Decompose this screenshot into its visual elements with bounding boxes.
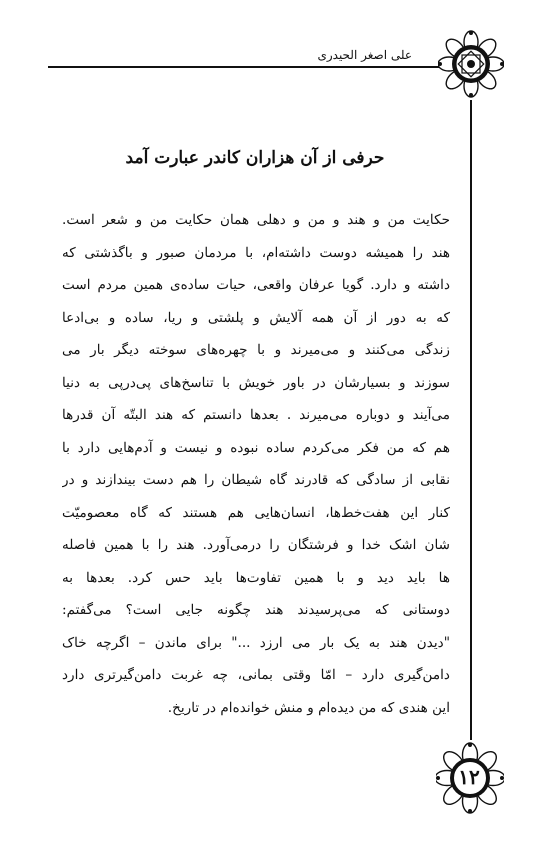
rosette-ornament-top xyxy=(438,28,504,100)
body-line: دامن‌گیری دارد – امّا وقتی بمانی، چه غربت دامن‌گیرتری دارد xyxy=(62,667,450,683)
body-line: زندگی می‌کنند و می‌میرند و با چهره‌های سوخته دیگر بار می xyxy=(62,342,450,358)
body-line: که به دور از آن همه آلایش و پلشتی و ریا، ساده و بی‌ادعا xyxy=(62,309,450,326)
body-text xyxy=(62,204,450,724)
body-line: ها باید دید و با همین تفاوت‌ها باید حس کرد. بعدها به xyxy=(62,569,450,586)
running-header-author: علی اصغر الحیدری xyxy=(317,48,412,62)
body-line: نقابی از سادگی که قادرند گاه شیطان را هم دست بیندازند و در xyxy=(62,472,450,488)
body-line: کنار این هفت‌خط‌ها، انسان‌هایی هم هستند که گاه معصومیّت xyxy=(62,504,450,521)
body-line: حکایت من و هند و من و دهلی همان حکایت من و شعر است. xyxy=(62,212,450,228)
body-line: داشته و دارد. گویا عرفان واقعی، حیات ساده‌ی همین مردم است xyxy=(62,277,450,293)
body-line: هند را همیشه دوست داشته‌ام، با مردمان صبور و باگذشتی که xyxy=(62,244,450,261)
body-line: دوستانی که می‌پرسیدند هند چگونه جایی است؟ می‌گفتم: xyxy=(62,602,450,618)
body-line: "دیدن هند به یک بار می ارزد ..." برای ماندن – اگرچه خاک xyxy=(62,634,450,651)
body-line: هم که من فکر می‌کردم ساده نبوده و نیست و آدم‌هایی دارد با xyxy=(62,439,450,456)
section-title: حرفی از آن هزاران کاندر عبارت آمد xyxy=(125,148,385,168)
body-line: سوزند و بسیارشان در باور خویش با تناسخ‌های پی‌درپی به دنیا xyxy=(62,374,450,391)
body-line: می‌آیند و دوباره می‌میرند . بعدها دانستم که هند البتّه آن قدرها xyxy=(62,407,450,423)
body-line: شان اشک خدا و فرشتگان را درمی‌آورد. هند را با همین فاصله xyxy=(62,537,450,553)
header-rule xyxy=(48,66,440,68)
body-line: این هندی که من دیده‌ام و منش خوانده‌ام در تاریخ. xyxy=(167,699,450,716)
margin-rule xyxy=(470,100,472,740)
page-number: ۱۲ xyxy=(458,765,480,789)
